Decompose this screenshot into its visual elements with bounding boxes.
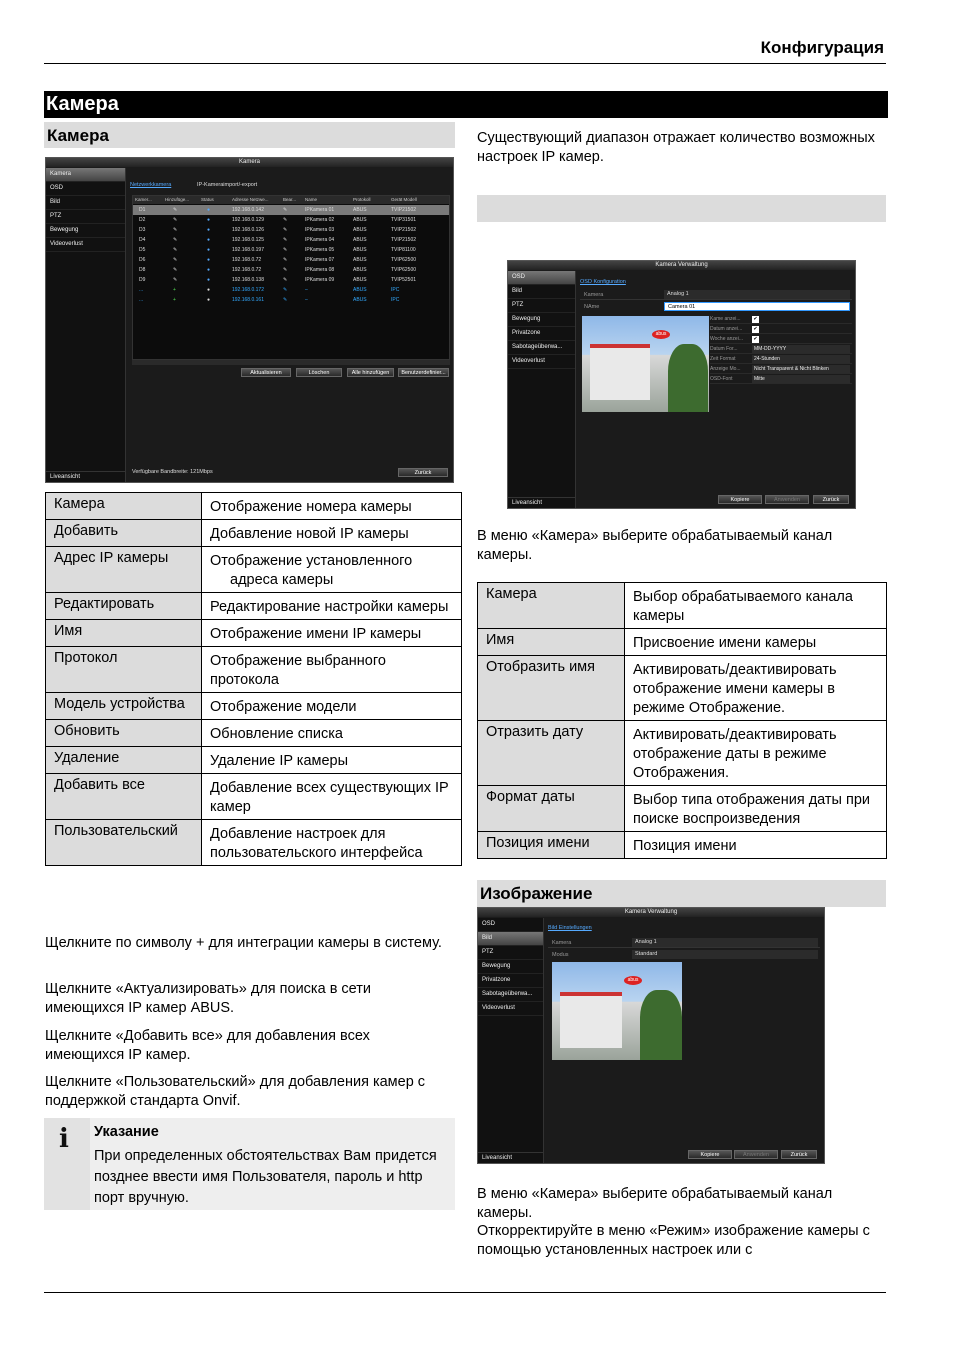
- camera-list-header: [133, 196, 449, 204]
- cell: –: [305, 297, 308, 303]
- refresh-button[interactable]: Aktualisieren: [241, 368, 291, 377]
- row-value: [202, 547, 462, 593]
- table-scrollbar[interactable]: [132, 360, 450, 365]
- cell: TVIP81100: [391, 247, 416, 253]
- cell: TVIP21502: [391, 207, 417, 213]
- paragraph-custom: Щелкните «Пользовательский» для добавления камер с поддержкой стандарта Onvif.: [45, 1074, 426, 1109]
- menu-item-kamera[interactable]: Kamera: [46, 168, 125, 182]
- row-value: Редактирование настройки камеры: [202, 593, 462, 620]
- row-value: Выбор обрабатываемого канала камеры: [625, 583, 887, 629]
- edit-icon[interactable]: ✎: [173, 247, 178, 253]
- back-button[interactable]: Zurück: [781, 1150, 817, 1159]
- menu-item-bewegung[interactable]: Bewegung: [508, 313, 575, 327]
- row-key: Камера: [478, 583, 625, 629]
- tab-network-camera[interactable]: Netzwerkkamera: [130, 182, 172, 188]
- table-row[interactable]: [133, 205, 449, 215]
- edit-icon[interactable]: ✎: [173, 277, 178, 283]
- osd-option-row: [710, 365, 852, 374]
- table-row: [46, 720, 462, 747]
- row-key: Позиция имени: [478, 832, 625, 859]
- field-kamera-row: [580, 290, 852, 300]
- edit-icon[interactable]: ✎: [173, 257, 178, 263]
- row-key: Модель устройства: [46, 693, 202, 720]
- copy-button[interactable]: Kopiere: [688, 1150, 732, 1159]
- status-icon: ●: [207, 237, 211, 243]
- cell: IPKamera 02: [305, 217, 335, 223]
- cell: 192.168.0.138: [232, 277, 264, 283]
- blank-subheading-bar: [477, 195, 886, 222]
- tree-shape: [640, 990, 682, 1060]
- row-value: Удаление IP камеры: [202, 747, 462, 774]
- cell: TVIP62500: [391, 257, 417, 263]
- row-key: Имя: [46, 620, 202, 647]
- apply-button[interactable]: Anwenden: [734, 1150, 778, 1159]
- row-value: Выбор типа отображения даты при поиске воспроизведения: [625, 786, 887, 832]
- row-key: Протокол: [46, 647, 202, 693]
- option-checkbox[interactable]: ✔: [753, 326, 758, 332]
- table-row: [46, 693, 462, 720]
- row-key: Обновить: [46, 720, 202, 747]
- cell: ABUS: [353, 217, 367, 223]
- edit-icon[interactable]: ✎: [173, 237, 178, 243]
- column-header[interactable]: Adresse Netzwe...: [232, 197, 269, 202]
- edit-icon[interactable]: ✎: [283, 297, 288, 303]
- tab-osd-config[interactable]: OSD Konfiguration: [580, 279, 626, 285]
- cell: D2: [139, 217, 146, 223]
- row-value-text: Отображение установленного адреса камеры: [210, 553, 413, 588]
- field-label: Modus: [552, 952, 569, 958]
- row-key: Редактировать: [46, 593, 202, 620]
- option-checkbox[interactable]: ✔: [753, 336, 758, 342]
- cell: ABUS: [353, 237, 367, 243]
- osd-option-row: [710, 315, 852, 324]
- row-key: Пользовательский: [46, 820, 202, 866]
- table-row[interactable]: [133, 265, 449, 275]
- camera-list-table: [132, 195, 450, 360]
- cell: ABUS: [353, 277, 367, 283]
- note-box: [44, 1118, 455, 1210]
- camera-name-input[interactable]: Camera 01: [664, 302, 850, 311]
- cell: ABUS: [353, 207, 367, 213]
- row-value: Присвоение имени камеры: [625, 629, 887, 656]
- osd-options-list: [710, 315, 852, 387]
- table-row: [46, 820, 462, 866]
- ip-camera-screenshot: [45, 157, 454, 483]
- page-header: [44, 36, 886, 64]
- row-key: Отразить дату: [478, 721, 625, 786]
- liveview-link[interactable]: Liveansicht: [478, 1152, 543, 1163]
- row-value: Обновление списка: [202, 720, 462, 747]
- cell: D8: [139, 267, 146, 273]
- menu-item-osd[interactable]: OSD: [46, 182, 125, 196]
- edit-icon[interactable]: ✎: [283, 247, 288, 253]
- status-icon: ●: [207, 257, 211, 263]
- table-row[interactable]: [133, 225, 449, 235]
- row-key: Имя: [478, 629, 625, 656]
- osd-config-screenshot: [507, 260, 856, 509]
- cell: 192.168.0.142: [232, 207, 264, 213]
- column-header[interactable]: Bear...: [283, 197, 297, 202]
- cell: IPKamera 03: [305, 227, 335, 233]
- cell: –: [305, 287, 308, 293]
- edit-icon[interactable]: ✎: [283, 227, 288, 233]
- screenshot-title: Kamera: [46, 158, 453, 167]
- cell: IPC: [391, 297, 400, 303]
- cell: ABUS: [353, 297, 367, 303]
- building-shape: [560, 992, 622, 1048]
- cell: 192.168.0.161: [232, 297, 264, 303]
- image-paragraph-1: В меню «Камера» выберите обрабатываемый канал камеры.: [477, 1186, 833, 1221]
- edit-icon[interactable]: ✎: [173, 207, 178, 213]
- back-button[interactable]: Zurück: [813, 495, 849, 504]
- column-header[interactable]: Protokoll: [353, 197, 371, 202]
- column-header[interactable]: Kamer...: [135, 197, 152, 202]
- cell: IPKamera 04: [305, 237, 335, 243]
- cell: ABUS: [353, 267, 367, 273]
- cell: IPC: [391, 287, 400, 293]
- edit-icon[interactable]: ✎: [283, 267, 288, 273]
- cell: IPKamera 08: [305, 267, 335, 273]
- status-icon: ●: [207, 297, 211, 303]
- menu-item-ptz[interactable]: PTZ: [46, 210, 125, 224]
- liveview-link[interactable]: Liveansicht: [46, 471, 125, 482]
- field-mode-row: [548, 950, 820, 960]
- cell: ABUS: [353, 247, 367, 253]
- left-description-table: [45, 492, 462, 866]
- cell: ...: [139, 287, 144, 293]
- field-label: NAme: [584, 304, 600, 310]
- cell: TVIP21502: [391, 227, 417, 233]
- row-value: Добавление новой IP камеры: [202, 520, 462, 547]
- column-header[interactable]: Gerät Modell: [391, 197, 417, 202]
- menu-item-bild[interactable]: Bild: [508, 285, 575, 299]
- menu-item-bild[interactable]: Bild: [46, 196, 125, 210]
- menu-item-osd[interactable]: OSD: [478, 918, 543, 932]
- info-icon: i: [59, 1124, 69, 1154]
- edit-icon[interactable]: ✎: [283, 207, 288, 213]
- row-key: Добавить: [46, 520, 202, 547]
- section-title: Камера: [44, 91, 888, 118]
- menu-item-videoverlust[interactable]: Videoverlust: [46, 238, 125, 252]
- status-icon: ●: [207, 207, 211, 213]
- cell: IPKamera 09: [305, 277, 335, 283]
- cell: ABUS: [353, 257, 367, 263]
- note-body: При определенных обстоятельствах Вам придется позднее ввести имя Пользователя, пароль и http порт вручную.: [94, 1148, 437, 1206]
- cell: 192.168.0.197: [232, 247, 264, 253]
- option-select[interactable]: 24-Stunden: [752, 355, 850, 363]
- page-header-title: Конфигурация: [760, 38, 884, 57]
- field-label: Kamera: [552, 940, 572, 946]
- row-value: Активировать/деактивировать отображение имени камеры в режиме Отображение.: [625, 656, 887, 721]
- edit-icon[interactable]: ✎: [283, 217, 288, 223]
- option-checkbox[interactable]: ✔: [753, 316, 758, 322]
- option-label: Datum For...: [710, 346, 738, 352]
- option-label: OSD-Font: [710, 376, 733, 382]
- status-icon: ●: [207, 247, 211, 253]
- camera-preview-image: [582, 316, 709, 412]
- status-icon: ●: [207, 277, 211, 283]
- cell: TVIP52501: [391, 277, 417, 283]
- row-value: Позиция имени: [625, 832, 887, 859]
- row-key: Добавить все: [46, 774, 202, 820]
- table-row: [478, 721, 887, 786]
- status-icon: ●: [207, 227, 211, 233]
- table-row: [478, 832, 887, 859]
- menu-item-ptz[interactable]: PTZ: [508, 299, 575, 313]
- liveview-link[interactable]: Liveansicht: [508, 497, 575, 508]
- table-row: [46, 547, 462, 593]
- cell: D1: [139, 207, 146, 213]
- field-name-row: [580, 302, 852, 312]
- table-row[interactable]: [133, 235, 449, 245]
- right-description-table: [477, 582, 887, 859]
- table-row: [46, 774, 462, 820]
- copy-button[interactable]: Kopiere: [718, 495, 762, 504]
- cell: ABUS: [353, 227, 367, 233]
- cell: D5: [139, 247, 146, 253]
- kamera-select[interactable]: Analog 1: [664, 290, 850, 299]
- row-value: Активировать/деактивировать отображение даты в режиме Отображения.: [625, 721, 887, 786]
- edit-icon[interactable]: ✎: [173, 267, 178, 273]
- edit-icon[interactable]: ✎: [283, 257, 288, 263]
- row-key: Отобразить имя: [478, 656, 625, 721]
- apply-button[interactable]: Anwenden: [765, 495, 809, 504]
- row-key: Удаление: [46, 747, 202, 774]
- cell: TVIP31501: [391, 217, 417, 223]
- menu-item-videoverlust[interactable]: Videoverlust: [478, 1002, 543, 1016]
- row-value: Отображение имени IP камеры: [202, 620, 462, 647]
- table-row[interactable]: [133, 215, 449, 225]
- tab-import-export[interactable]: IP-Kameraimport/-export: [197, 182, 258, 188]
- abus-logo: abus: [652, 330, 670, 339]
- row-key: Камера: [46, 493, 202, 520]
- osd-option-row: [710, 355, 852, 364]
- menu-item-privatzone[interactable]: Privatzone: [478, 974, 543, 988]
- menu-item-privatzone[interactable]: Privatzone: [508, 327, 575, 341]
- menu-item-osd[interactable]: OSD: [508, 271, 575, 285]
- osd-option-row: [710, 375, 852, 384]
- table-row[interactable]: [133, 295, 449, 305]
- option-select[interactable]: MM-DD-YYYY: [752, 345, 850, 353]
- field-kamera-row: [548, 938, 820, 948]
- menu-item-bewegung[interactable]: Bewegung: [46, 224, 125, 238]
- screenshot-title: Kamera Verwaltung: [478, 908, 824, 917]
- edit-icon[interactable]: ✎: [283, 277, 288, 283]
- cell: 192.168.0.126: [232, 227, 264, 233]
- edit-icon[interactable]: ✎: [173, 217, 178, 223]
- add-icon[interactable]: +: [173, 297, 176, 303]
- column-header[interactable]: Status: [201, 197, 214, 202]
- menu-item-bild[interactable]: Bild: [478, 932, 543, 946]
- cell: D6: [139, 257, 146, 263]
- status-icon: ●: [207, 267, 211, 273]
- cell: TVIP62500: [391, 267, 417, 273]
- image-paragraph-2: Откорректируйте в меню «Режим» изображение камеры с помощью установленных настроек или с: [477, 1223, 870, 1258]
- option-label: Datum anzei...: [710, 326, 743, 332]
- field-label: Kamera: [584, 292, 604, 298]
- option-label: Kame anzei...: [710, 316, 741, 322]
- intro-paragraph: Существующий диапазон отражает количество возможных настроек IP камер.: [477, 130, 875, 165]
- table-row: [46, 520, 462, 547]
- cell: 192.168.0.129: [232, 217, 264, 223]
- add-all-button[interactable]: Alle hinzufügen: [347, 368, 394, 377]
- paragraph-add-all: Щелкните «Добавить все» для добавления всех имеющихся IP камер.: [45, 1028, 370, 1063]
- osd-option-row: [710, 335, 852, 344]
- edit-icon[interactable]: ✎: [283, 237, 288, 243]
- tree-shape: [668, 344, 708, 412]
- cell: IPKamera 07: [305, 257, 335, 263]
- cell: ...: [139, 297, 144, 303]
- note-title: Указание: [94, 1124, 159, 1140]
- row-value: Добавление всех существующих IP камер: [202, 774, 462, 820]
- cell: IPKamera 05: [305, 247, 335, 253]
- menu-item-videoverlust[interactable]: Videoverlust: [508, 355, 575, 369]
- column-header[interactable]: Hinzufüge...: [165, 197, 190, 202]
- footer-rule: [44, 1292, 886, 1293]
- option-label: Woche anzei...: [710, 336, 743, 342]
- option-label: Zeit Format: [710, 356, 736, 362]
- menu-item-sabotage[interactable]: Sabotageüberwa...: [508, 341, 575, 355]
- table-row: [46, 647, 462, 693]
- bandwidth-label: Verfügbare Bandbreite: 121Mbps: [132, 469, 213, 475]
- kamera-select[interactable]: Analog 1: [632, 938, 818, 947]
- table-row: [46, 747, 462, 774]
- menu-item-sabotage[interactable]: Sabotageüberwa...: [478, 988, 543, 1002]
- cell: D9: [139, 277, 146, 283]
- camera-subheading: Камера: [44, 122, 455, 148]
- row-value: Добавление настроек для пользовательского интерфейса: [202, 820, 462, 866]
- cell: 192.168.0.125: [232, 237, 264, 243]
- mode-select[interactable]: Standard: [632, 950, 818, 959]
- option-select[interactable]: Mitte: [752, 375, 850, 383]
- delete-button[interactable]: Löschen: [296, 368, 342, 377]
- row-key: Адрес IP камеры: [46, 547, 202, 593]
- screenshot-sidebar: [478, 918, 544, 1163]
- osd-option-row: [710, 345, 852, 354]
- paragraph-add-camera: Щелкните по символу + для интеграции камеры в систему.: [45, 935, 442, 951]
- menu-item-bewegung[interactable]: Bewegung: [478, 960, 543, 974]
- image-subheading: Изображение: [477, 880, 886, 907]
- screenshot-sidebar: [508, 271, 576, 508]
- screenshot-sidebar: [46, 168, 126, 482]
- table-row[interactable]: [133, 255, 449, 265]
- cell: D3: [139, 227, 146, 233]
- cell: IPKamera 01: [305, 207, 335, 213]
- table-row: [478, 629, 887, 656]
- option-label: Anzeige Mo...: [710, 366, 741, 372]
- osd-paragraph: В меню «Камера» выберите обрабатываемый канал камеры.: [477, 528, 833, 563]
- status-icon: ●: [207, 287, 211, 293]
- cell: TVIP21502: [391, 237, 417, 243]
- table-row: [478, 786, 887, 832]
- table-row: [46, 620, 462, 647]
- table-row[interactable]: [133, 275, 449, 285]
- cell: ABUS: [353, 287, 367, 293]
- table-row: [46, 593, 462, 620]
- status-icon: ●: [207, 217, 211, 223]
- image-settings-screenshot: [477, 907, 825, 1164]
- screenshot-title: Kamera Verwaltung: [508, 261, 855, 270]
- row-value: Отображение номера камеры: [202, 493, 462, 520]
- table-row: [46, 493, 462, 520]
- building-shape: [590, 344, 650, 400]
- add-icon[interactable]: +: [173, 287, 176, 293]
- camera-preview-image: [552, 962, 682, 1060]
- column-header[interactable]: Name: [305, 197, 318, 202]
- back-button[interactable]: Zurück: [398, 468, 448, 477]
- option-select[interactable]: Nicht Transparent & Nicht Blinken: [752, 365, 850, 373]
- paragraph-refresh: Щелкните «Актуализировать» для поиска в сети имеющихся IP камер ABUS.: [45, 981, 371, 1016]
- osd-option-row: [710, 325, 852, 334]
- cell: 192.168.0.72: [232, 267, 262, 273]
- table-row[interactable]: [133, 285, 449, 295]
- cell: D4: [139, 237, 146, 243]
- table-row[interactable]: [133, 245, 449, 255]
- row-value: Отображение выбранного протокола: [202, 647, 462, 693]
- edit-icon[interactable]: ✎: [283, 287, 288, 293]
- table-row: [478, 656, 887, 721]
- row-value: Отображение модели: [202, 693, 462, 720]
- table-row: [478, 583, 887, 629]
- menu-item-ptz[interactable]: PTZ: [478, 946, 543, 960]
- custom-button[interactable]: Benutzerdefinier...: [398, 368, 449, 377]
- abus-logo: abus: [624, 976, 642, 985]
- row-key: Формат даты: [478, 786, 625, 832]
- cell: 192.168.0.72: [232, 257, 262, 263]
- cell: 192.168.0.172: [232, 287, 264, 293]
- edit-icon[interactable]: ✎: [173, 227, 178, 233]
- tab-image-settings[interactable]: Bild Einstellungen: [548, 925, 592, 931]
